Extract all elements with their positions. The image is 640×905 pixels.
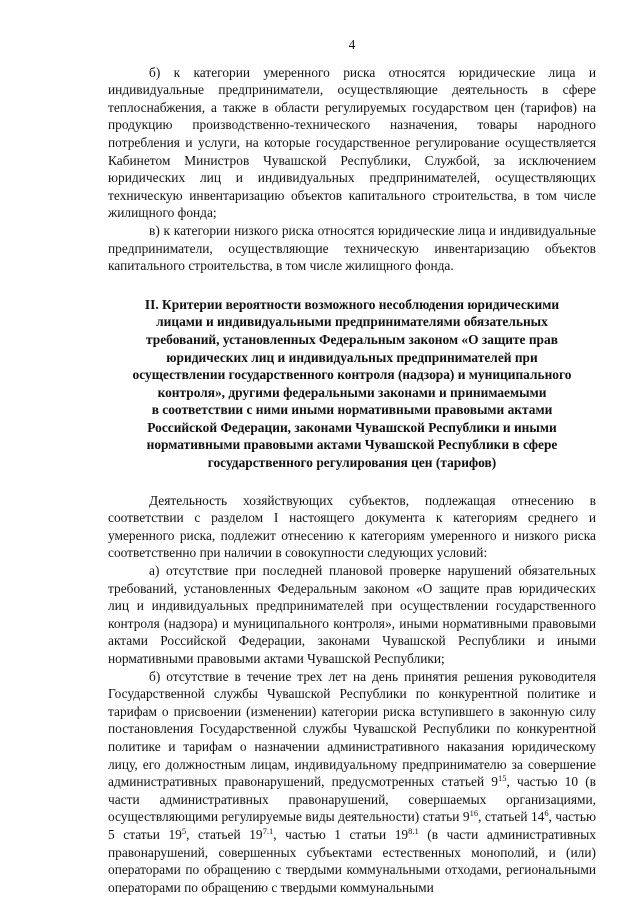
condition-a-paragraph: а) отсутствие при последней плановой проверке нарушений обязательных требований, установленных Федеральным законом «О защите прав юридических лиц и индивидуальных предпринимателей при осуществлении государственного контроля (надзора) и муниципального контроля», иными нормативными правовыми актами Российской Федерации, законами Чувашской Республики и иными нормативными правовыми актами Чувашской Республики; (108, 563, 596, 666)
paragraph-moderate-risk: б) к категории умеренного риска относятся юридические лица и индивидуальные предприниматели, осуществляющие деятельность в сфере теплоснабжения, а также в области регулируемых государством цен (тарифов) на продукцию производственно-технического назначения, товары народного потребления и услуги, на которые государственное регулирование осуществляется Кабинетом Министров Чувашской Республики, Службой, за исключением юридических лиц и индивидуальных предпринимателей, осуществляющих техническую инвентаризацию объектов капитального строительства, в том числе жилищного фонда; (108, 64, 596, 221)
section-title-line: лицами и индивидуальными предпринимателями обязательных (156, 314, 548, 330)
section-title-line: контроля», другими федеральными законами и принимаемыми (157, 384, 547, 400)
page-number: 4 (348, 37, 356, 52)
condition-b-paragraph (108, 668, 596, 897)
section-title-line: требований, установленных Федеральным законом «О защите прав (146, 331, 558, 347)
section-title (108, 296, 596, 472)
section-title-line: юридических лиц и индивидуальных предпринимателей при (166, 349, 538, 365)
condition-b-text: , статьей 19 (186, 826, 263, 842)
superscript: 15 (497, 773, 507, 784)
superscript: 6 (544, 808, 549, 819)
condition-b-text: , статьей 14 (478, 809, 545, 825)
condition-b-text: б) отсутствие в течение трех лет на день принятия решения руководителя Государственной службы Чувашской Республики по конкурентной политике и тарифам о присвоении (изменении) категории риска вступившего в законную силу постановления Государственной службы Чувашской Республики по конкурентной политике и тарифам о назначении административного наказания юридическому лицу, его должностным лицам, индивидуальному предпринимателю за совершение административных правонарушений, предусмотренных статьей 9 (108, 668, 596, 790)
condition-b-text: , частью 1 статьи 19 (273, 826, 409, 842)
intro-paragraph: Деятельность хозяйствующих субъектов, подлежащая отнесению в соответствии с разделом I настоящего документа к категориям среднего и умеренного риска, подлежит отнесению к категориям умеренного и низкого риска соответственно при наличии в совокупности следующих условий: (108, 492, 596, 561)
condition-b-text: , частью 5 статьи 19 (108, 809, 597, 842)
section-title-line: II. Критерии вероятности возможного несоблюдения юридическими (144, 296, 560, 312)
superscript: 8.1 (408, 825, 419, 836)
section-title-line: в соответствии с ними иными нормативными правовыми актами (151, 402, 553, 418)
paragraph-low-risk: в) к категории низкого риска относятся юридические лица и индивидуальные предприниматели, осуществляющие техническую инвентаризацию объектов капитального строительства, в том числе жилищного фонда. (108, 222, 596, 274)
superscript: 7.1 (262, 825, 274, 836)
section-title-line: государственного регулирования цен (тарифов) (207, 455, 497, 471)
section-title-line: осуществлении государственного контроля (надзора) и муниципального (132, 367, 572, 383)
section-title-line: нормативными правовыми актами Чувашской Республики в сфере (146, 437, 558, 453)
condition-b-text: , частью 10 (в части административных правонарушений, совершаемых организациями, осуществляющими регулируемые виды деятельности) статьи 9 (108, 774, 596, 825)
condition-b-text: (в части административных правонарушений, совершенных субъектами естественных монополий, и (или) операторами по обращению с твердыми коммунальными отходами, региональными операторами по обращению с твердыми коммунальными (108, 826, 596, 895)
superscript: 16 (469, 808, 479, 819)
superscript: 5 (181, 825, 187, 836)
section-title-line: Российской Федерации, законами Чувашской Республики и иными (147, 419, 557, 435)
